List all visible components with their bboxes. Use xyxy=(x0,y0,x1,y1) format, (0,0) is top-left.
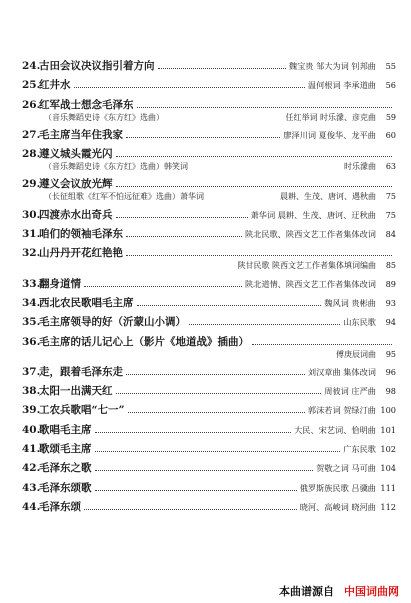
entry-source-note: （音乐舞蹈史诗《东方红》选曲） xyxy=(44,112,164,122)
entry-page-number: 75 xyxy=(385,192,396,202)
entry-number: 34. xyxy=(22,296,41,309)
dot-leader xyxy=(116,156,392,157)
toc-entry-main-line xyxy=(22,128,396,142)
toc-entry-main-line xyxy=(22,246,396,260)
toc-entry xyxy=(22,78,396,92)
dot-leader xyxy=(95,451,340,452)
entry-number: 32. xyxy=(22,247,41,260)
entry-credits: 广东民歌 xyxy=(343,444,376,455)
entry-credits: 魏宝贵 邹大为词 钊邦曲 xyxy=(288,61,376,71)
entry-number: 29. xyxy=(22,178,41,191)
toc-entry-sub-line xyxy=(22,349,396,360)
toc-entry-sub-line xyxy=(22,260,396,271)
toc-entry xyxy=(22,481,396,495)
entry-page-number: 93 xyxy=(385,297,396,308)
dot-leader xyxy=(126,137,280,138)
entry-number: 38. xyxy=(22,385,41,398)
toc-entry xyxy=(22,208,396,222)
dot-leader xyxy=(128,412,305,413)
entry-title: 毛主席的话儿记心上（影片《地道战》插曲） xyxy=(39,335,249,348)
toc-entry-main-line xyxy=(22,78,396,92)
toc-entry-main-line xyxy=(22,177,396,191)
entry-page-number: 112 xyxy=(380,501,396,512)
entry-title: 翻身道情 xyxy=(39,277,81,290)
entry-page-number: 95 xyxy=(385,349,396,359)
toc-entry xyxy=(22,403,396,417)
entry-title: 走，跟着毛泽东走 xyxy=(39,365,123,378)
toc-entry xyxy=(22,98,396,123)
entry-credits: 俄罗斯族民歌 吕骥曲 xyxy=(299,482,376,493)
entry-number: 43. xyxy=(22,481,41,494)
entry-page-number: 96 xyxy=(385,366,396,377)
dot-leader xyxy=(95,432,291,433)
dot-leader xyxy=(126,374,305,375)
entry-page-number: 59 xyxy=(385,112,396,122)
toc-entry-main-line xyxy=(22,98,396,112)
toc-entry-main-line xyxy=(22,227,396,241)
entry-credits: 陕北民歌、陕西文艺工作者集体改词 xyxy=(244,229,376,240)
entry-title: 毛主席领导的好（沂蒙山小调） xyxy=(39,316,186,329)
entry-credits: 时乐濛曲 xyxy=(344,162,376,172)
entry-page-number: 85 xyxy=(385,261,396,271)
entry-title: 毛主席当年住我家 xyxy=(39,128,123,141)
entry-credits: 大民、宋艺词、恰明曲 xyxy=(294,424,376,435)
entry-title: 四渡赤水出奇兵 xyxy=(39,208,113,221)
entry-page-number: 84 xyxy=(385,229,396,240)
entry-title: 山丹丹开花红艳艳 xyxy=(39,247,123,260)
entry-number: 25. xyxy=(22,79,41,92)
toc-entry xyxy=(22,59,396,73)
entry-page-number: 56 xyxy=(385,80,396,91)
entry-credits: 魏风词 贵彬曲 xyxy=(324,297,376,308)
dot-leader xyxy=(252,344,392,345)
toc-entry xyxy=(22,384,396,398)
entry-title: 古田会议决议指引着方向 xyxy=(39,60,155,72)
entry-credits: 晓河、高峻词 晓河曲 xyxy=(299,501,376,512)
entry-credits: 晨耕、生茂、唐诃、遇秋曲 xyxy=(280,192,376,202)
dot-leader xyxy=(116,393,321,394)
entry-page-number: 63 xyxy=(385,162,396,172)
dot-leader xyxy=(137,305,321,306)
entry-number: 24. xyxy=(22,60,41,72)
entry-number: 39. xyxy=(22,404,41,417)
toc-entry-main-line xyxy=(22,461,396,475)
toc-entry-main-line xyxy=(22,208,396,222)
dot-leader xyxy=(116,186,392,187)
entry-page-number: 102 xyxy=(380,444,396,455)
dot-leader xyxy=(84,286,242,287)
toc-entry-main-line xyxy=(22,423,396,437)
entry-page-number: 94 xyxy=(385,317,396,328)
entry-title: 咱们的领袖毛泽东 xyxy=(39,228,123,241)
entry-source-note: （音乐舞蹈史诗《东方红》选曲）韩笑词 xyxy=(44,162,188,172)
entry-number: 31. xyxy=(22,228,41,241)
entry-number: 37. xyxy=(22,365,41,378)
entry-number: 44. xyxy=(22,500,41,513)
entry-credits: 廖泽川词 夏俊华、龙平曲 xyxy=(283,129,376,140)
entry-number: 36. xyxy=(22,335,41,348)
entry-number: 30. xyxy=(22,208,41,221)
entry-number: 26. xyxy=(22,98,41,111)
entry-title: 红军战士想念毛泽东 xyxy=(39,98,134,111)
entry-credits: 任红举词 时乐濛、彦克曲 xyxy=(285,112,376,122)
toc-entry-main-line xyxy=(22,296,396,310)
footer-source-label: 本曲谱源自 xyxy=(279,585,334,598)
entry-credits: 陕甘民歌 陕西文艺工作者集体填词编曲 xyxy=(237,261,376,271)
dot-leader xyxy=(189,324,340,325)
toc-entry-main-line xyxy=(22,335,396,349)
toc-entry xyxy=(22,365,396,379)
entry-title: 毛泽东颂 xyxy=(39,500,81,513)
entry-credits: 傅庚辰词曲 xyxy=(336,349,376,359)
dot-leader xyxy=(95,490,297,491)
toc-entry xyxy=(22,277,396,291)
entry-credits: 陕北道情、陕西文艺工作者集体改词 xyxy=(244,278,376,289)
toc-entry-main-line xyxy=(22,365,396,379)
toc-entry xyxy=(22,227,396,241)
entry-credits: 刘汉章曲 集体改词 xyxy=(307,366,376,377)
footer-site-name: 中国词曲网 xyxy=(344,585,399,598)
entry-number: 40. xyxy=(22,423,41,436)
entry-credits: 贺敬之词 马可曲 xyxy=(316,463,376,474)
toc-entry-main-line xyxy=(22,442,396,456)
entry-number: 42. xyxy=(22,462,41,475)
entry-page-number: 104 xyxy=(380,463,396,474)
entry-title: 太阳一出满天红 xyxy=(39,385,113,398)
entry-title: 遵义会议放光辉 xyxy=(39,178,113,191)
entry-title: 西北农民歌唱毛主席 xyxy=(39,296,134,309)
entry-number: 33. xyxy=(22,277,41,290)
entry-source-note: （长征组歌《红军不怕远征难》选曲）萧华词 xyxy=(44,192,204,202)
entry-page-number: 75 xyxy=(385,209,396,220)
entry-credits: 郭沫若词 贺绿汀曲 xyxy=(307,405,376,416)
toc-entry xyxy=(22,296,396,310)
entry-page-number: 89 xyxy=(385,278,396,289)
toc-entry xyxy=(22,315,396,329)
toc-entry-main-line xyxy=(22,315,396,329)
watermark-footer xyxy=(279,580,399,599)
toc-entry-main-line xyxy=(22,277,396,291)
entry-page-number: 101 xyxy=(380,424,396,435)
entry-title: 毛泽东颂歌 xyxy=(39,481,92,494)
dot-leader xyxy=(126,255,392,256)
dot-leader xyxy=(84,509,297,510)
entry-page-number: 100 xyxy=(380,405,396,416)
toc-entry-main-line xyxy=(22,59,396,73)
toc-entry xyxy=(22,177,396,202)
toc-entry-main-line xyxy=(22,147,396,161)
toc-entry-sub-line xyxy=(22,112,396,123)
toc-entry xyxy=(22,147,396,172)
toc-entry-sub-line xyxy=(22,191,396,202)
dot-leader xyxy=(74,87,305,88)
toc-entry-main-line xyxy=(22,403,396,417)
toc-entry-sub-line xyxy=(22,161,396,172)
dot-leader xyxy=(126,236,242,237)
dot-leader xyxy=(95,470,313,471)
entry-title: 歌颂毛主席 xyxy=(39,443,92,456)
entry-number: 35. xyxy=(22,316,41,329)
toc-entry xyxy=(22,128,396,142)
dot-leader xyxy=(158,68,286,69)
entry-title: 遵义城头霞光闪 xyxy=(39,148,113,161)
toc-entry-main-line xyxy=(22,500,396,514)
toc-entry xyxy=(22,442,396,456)
entry-page-number: 98 xyxy=(385,386,396,397)
toc-entry xyxy=(22,423,396,437)
entry-page-number: 55 xyxy=(385,61,396,71)
dot-leader xyxy=(116,217,248,218)
entry-page-number: 60 xyxy=(385,129,396,140)
entry-title: 歌唱毛主席 xyxy=(39,423,92,436)
entry-credits: 萧华词 晨耕、生茂、唐诃、迂秋曲 xyxy=(250,209,376,220)
toc-entry-main-line xyxy=(22,384,396,398)
entry-title: 红井水 xyxy=(39,79,71,92)
entry-title: 工农兵歌唱“七一” xyxy=(39,404,125,417)
table-of-contents xyxy=(22,59,396,519)
entry-number: 27. xyxy=(22,128,41,141)
toc-entry xyxy=(22,461,396,475)
entry-number: 41. xyxy=(22,443,41,456)
entry-credits: 温何根词 李承道曲 xyxy=(307,80,376,91)
dot-leader xyxy=(137,107,392,108)
entry-credits: 周彼词 庄严曲 xyxy=(324,386,376,397)
toc-entry xyxy=(22,500,396,514)
entry-page-number: 111 xyxy=(380,482,396,493)
entry-credits: 山东民歌 xyxy=(343,317,376,328)
entry-title: 毛泽东之歌 xyxy=(39,462,92,475)
toc-entry xyxy=(22,246,396,271)
toc-entry xyxy=(22,335,396,360)
toc-entry-main-line xyxy=(22,481,396,495)
entry-number: 28. xyxy=(22,148,41,161)
